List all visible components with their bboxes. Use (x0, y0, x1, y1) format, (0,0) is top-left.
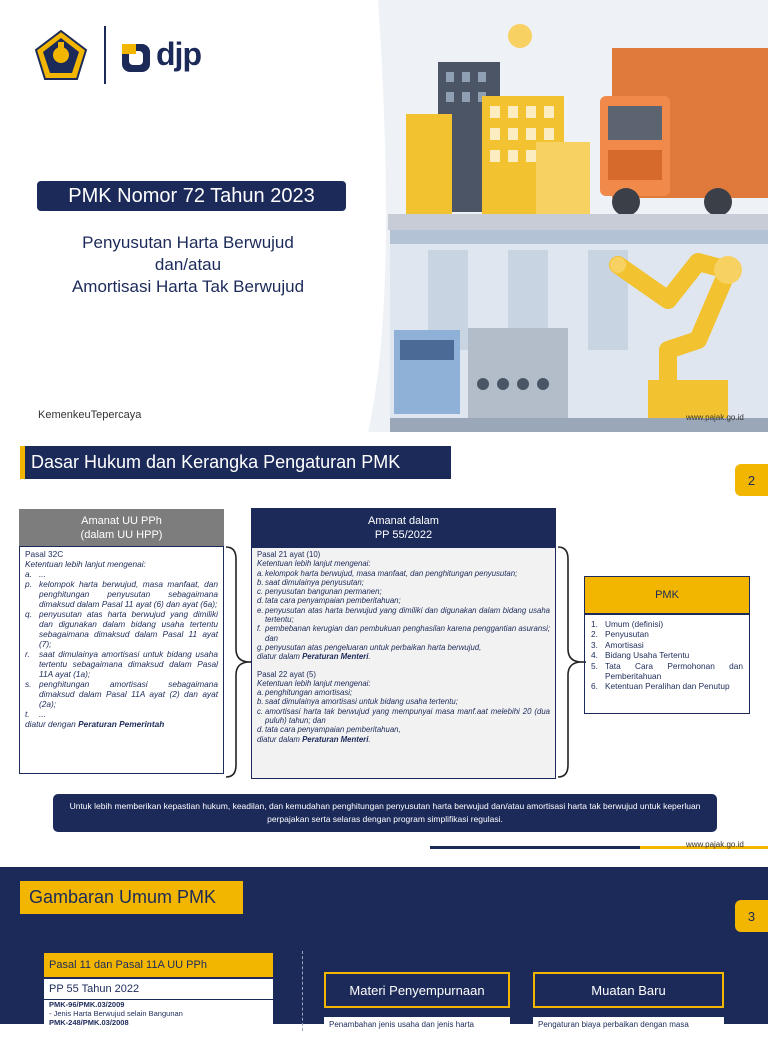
footer-line (430, 846, 640, 849)
list-text: penghitungan amortisasi; (265, 688, 353, 698)
list-marker: b. (257, 577, 264, 587)
intro-text: Ketentuan lebih lanjut mengenai: (25, 559, 146, 569)
list-text: tata cara penyampaian pemberitahuan, (265, 725, 401, 735)
list-item (591, 650, 743, 660)
page-number: 3 (735, 900, 768, 932)
list-text: kelompok harta berwujud, masa manfaat, dan penghitungan penyusutan; (265, 568, 518, 578)
list-item (25, 649, 218, 679)
list-marker: d. (257, 725, 264, 735)
list-text: penyusutan bangunan permanen; (265, 587, 382, 597)
pmk-title: PMK Nomor 72 Tahun 2023 (37, 181, 346, 211)
list-item (257, 725, 550, 734)
list-marker: a. (257, 568, 264, 578)
list-marker: p. (25, 579, 32, 589)
list-marker: 3. (591, 639, 598, 650)
list-text: penyusutan atas harta berwujud yang dimiliki dan digunakan dalam bidang usaha tertentu sebagaimana dimaksud dalam Pasal 11 ayat (7); (39, 609, 218, 649)
djp-logo-text: djp (156, 36, 201, 72)
pp-55-body (251, 547, 556, 779)
header-line: (dalam UU HPP) (80, 528, 163, 541)
list-text: amortisasi harta tak berwujud yang mempunyai masa manf.aat melebihi 20 (dua puluh) tahun; dan (265, 706, 550, 726)
list-marker: 2. (591, 629, 598, 640)
list-item (591, 640, 743, 650)
provision-list (25, 569, 218, 719)
list-marker: t. (25, 709, 30, 719)
list-marker: d. (257, 596, 264, 606)
pmk-header: PMK (584, 576, 750, 614)
law-article-header: Pasal 11 dan Pasal 11A UU PPh (44, 953, 273, 977)
pp-header: PP 55 Tahun 2022 (44, 979, 273, 999)
industry-illustration (368, 0, 768, 432)
legal-basis-slide (0, 432, 768, 864)
closing-text: diatur dalam Peraturan Menteri. (257, 734, 371, 744)
page-number: 2 (735, 464, 768, 496)
list-text: pembebanan kerugian dan pembukuan penghasilan karena penggantian asuransi; dan (265, 624, 550, 643)
uu-pph-header (19, 509, 224, 546)
list-marker: r. (25, 649, 30, 659)
kemenkeu-emblem-icon (34, 30, 88, 80)
subtitle-line: Amortisasi Harta Tak Berwujud (71, 277, 305, 296)
list-item (257, 624, 550, 643)
closing-text: diatur dengan Peraturan Pemerintah (25, 719, 165, 729)
list-text: kelompok harta berwujud, masa manfaat, dan penghitungan penyusutan sebagaimana dimaksud dalam Pasal 11 ayat (6) dan ayat (6a); (39, 579, 218, 609)
subtitle-line: Penyusutan Harta Berwujud (82, 233, 294, 252)
website-url: www.pajak.go.id (686, 840, 744, 849)
list-item (257, 578, 550, 587)
provision-list (257, 569, 550, 653)
list-marker: q. (25, 609, 32, 619)
regulation-item: PMK-96/PMK.03/2009 (49, 1000, 125, 1009)
list-marker: a. (257, 688, 264, 698)
website-url: www.pajak.go.id (686, 413, 744, 422)
list-marker: 5. (591, 660, 598, 671)
list-text: ... (39, 709, 46, 719)
list-marker: 4. (591, 650, 598, 661)
closing-text: diatur dalam Peraturan Menteri. (257, 652, 371, 662)
list-item (257, 569, 550, 578)
list-text: saat dimulainya penyusutan; (265, 577, 364, 587)
pp-55-header (251, 508, 556, 547)
pasal-label: Pasal 21 ayat (10) (257, 550, 321, 559)
list-item (257, 606, 550, 625)
bracket-connector (556, 545, 586, 779)
regulation-item: - Jenis Harta Berwujud selain Bangunan (49, 1009, 183, 1018)
list-item (591, 619, 743, 629)
list-text: penghitungan amortisasi sebagaimana dimaksud dalam Pasal 11A ayat (2) dan ayat (2a); (39, 679, 218, 709)
regulation-list (44, 1000, 273, 1030)
intro-text: Ketentuan lebih lanjut mengenai: (257, 678, 371, 688)
slide-title: Dasar Hukum dan Kerangka Pengaturan PMK (25, 446, 451, 479)
list-marker: 6. (591, 681, 598, 692)
list-item (257, 587, 550, 596)
list-text: Tata Cara Permohonan dan Pemberitahuan (605, 660, 743, 682)
pmk-chapter-list (584, 614, 750, 714)
list-item (591, 661, 743, 682)
purpose-note: Untuk lebih memberikan kepastian hukum, keadilan, dan kemudahan penghitungan penyusutan harta berwujud dan/atau amortisasi harta tak berwujud untuk keperluan perpajakan serta selaras dengan program simplifikasi regulasi. (53, 794, 717, 832)
cover-slide (0, 0, 768, 432)
cover-subtitle (40, 232, 336, 298)
chapter-list (591, 619, 743, 692)
list-item (257, 596, 550, 605)
list-item (257, 688, 550, 697)
list-text: saat dimulainya amortisasi untuk bidang usaha tertentu; (265, 697, 458, 707)
list-marker: s. (25, 679, 32, 689)
list-marker: b. (257, 697, 264, 707)
list-marker: f. (257, 624, 262, 634)
slide-title: Gambaran Umum PMK (25, 881, 243, 914)
list-item (591, 629, 743, 639)
list-text: tata cara penyampaian pemberitahuan; (265, 596, 401, 606)
list-item (257, 697, 550, 706)
regulation-item: PMK-248/PMK.03/2008 (49, 1018, 129, 1027)
provision-list (257, 688, 550, 734)
list-marker: 1. (591, 619, 598, 629)
list-marker: c. (257, 587, 264, 597)
list-item (25, 679, 218, 709)
list-marker: g. (257, 642, 264, 652)
list-text: Amortisasi (605, 639, 644, 650)
list-text: penyusutan atas harta berwujud yang dimiliki dan digunakan dalam bidang usaha tertentu; (265, 605, 550, 625)
list-marker: e. (257, 605, 264, 615)
improvement-materials-heading: Materi Penyempurnaan (324, 972, 510, 1008)
pasal-label: Pasal 22 ayat (5) (257, 669, 316, 679)
list-text: Bidang Usaha Tertentu (605, 650, 690, 661)
pasal-label: Pasal 32C (25, 549, 64, 559)
header-line: Amanat UU PPh (81, 514, 162, 527)
uu-pph-body (19, 546, 224, 774)
subtitle-line: dan/atau (154, 255, 222, 274)
list-item (25, 709, 218, 719)
logo-divider (104, 26, 106, 84)
list-text: saat dimulainya amortisasi untuk bidang usaha tertentu sebagaimana dimaksud dalam Pasal 11A ayat (1a); (39, 649, 218, 679)
list-text: Penyusutan (605, 629, 649, 640)
new-content-text: Pengaturan biaya perbaikan dengan masa (533, 1017, 724, 1037)
bracket-connector (224, 545, 254, 779)
list-item (591, 681, 743, 691)
list-item (257, 643, 550, 652)
new-content-heading: Muatan Baru (533, 972, 724, 1008)
header-line: Amanat dalam (368, 514, 439, 527)
list-text: Umum (definisi) (605, 619, 664, 629)
list-text: penyusutan atas pengeluaran untuk perbaikan harta berwujud, (265, 642, 482, 652)
intro-text: Ketentuan lebih lanjut mengenai: (257, 559, 371, 569)
list-item (25, 569, 218, 579)
header-line: PP 55/2022 (374, 528, 433, 541)
list-text: Ketentuan Peralihan dan Penutup (605, 681, 730, 692)
tagline: KemenkeuTepercaya (38, 409, 142, 421)
dashed-divider (302, 951, 303, 1031)
list-text: ... (39, 569, 46, 579)
list-item (25, 609, 218, 649)
list-item (25, 579, 218, 609)
list-item (257, 707, 550, 726)
improvement-materials-text: Penambahan jenis usaha dan jenis harta (324, 1017, 510, 1037)
overview-slide (0, 864, 768, 1029)
list-marker: a. (25, 569, 32, 579)
list-marker: c. (257, 706, 264, 716)
